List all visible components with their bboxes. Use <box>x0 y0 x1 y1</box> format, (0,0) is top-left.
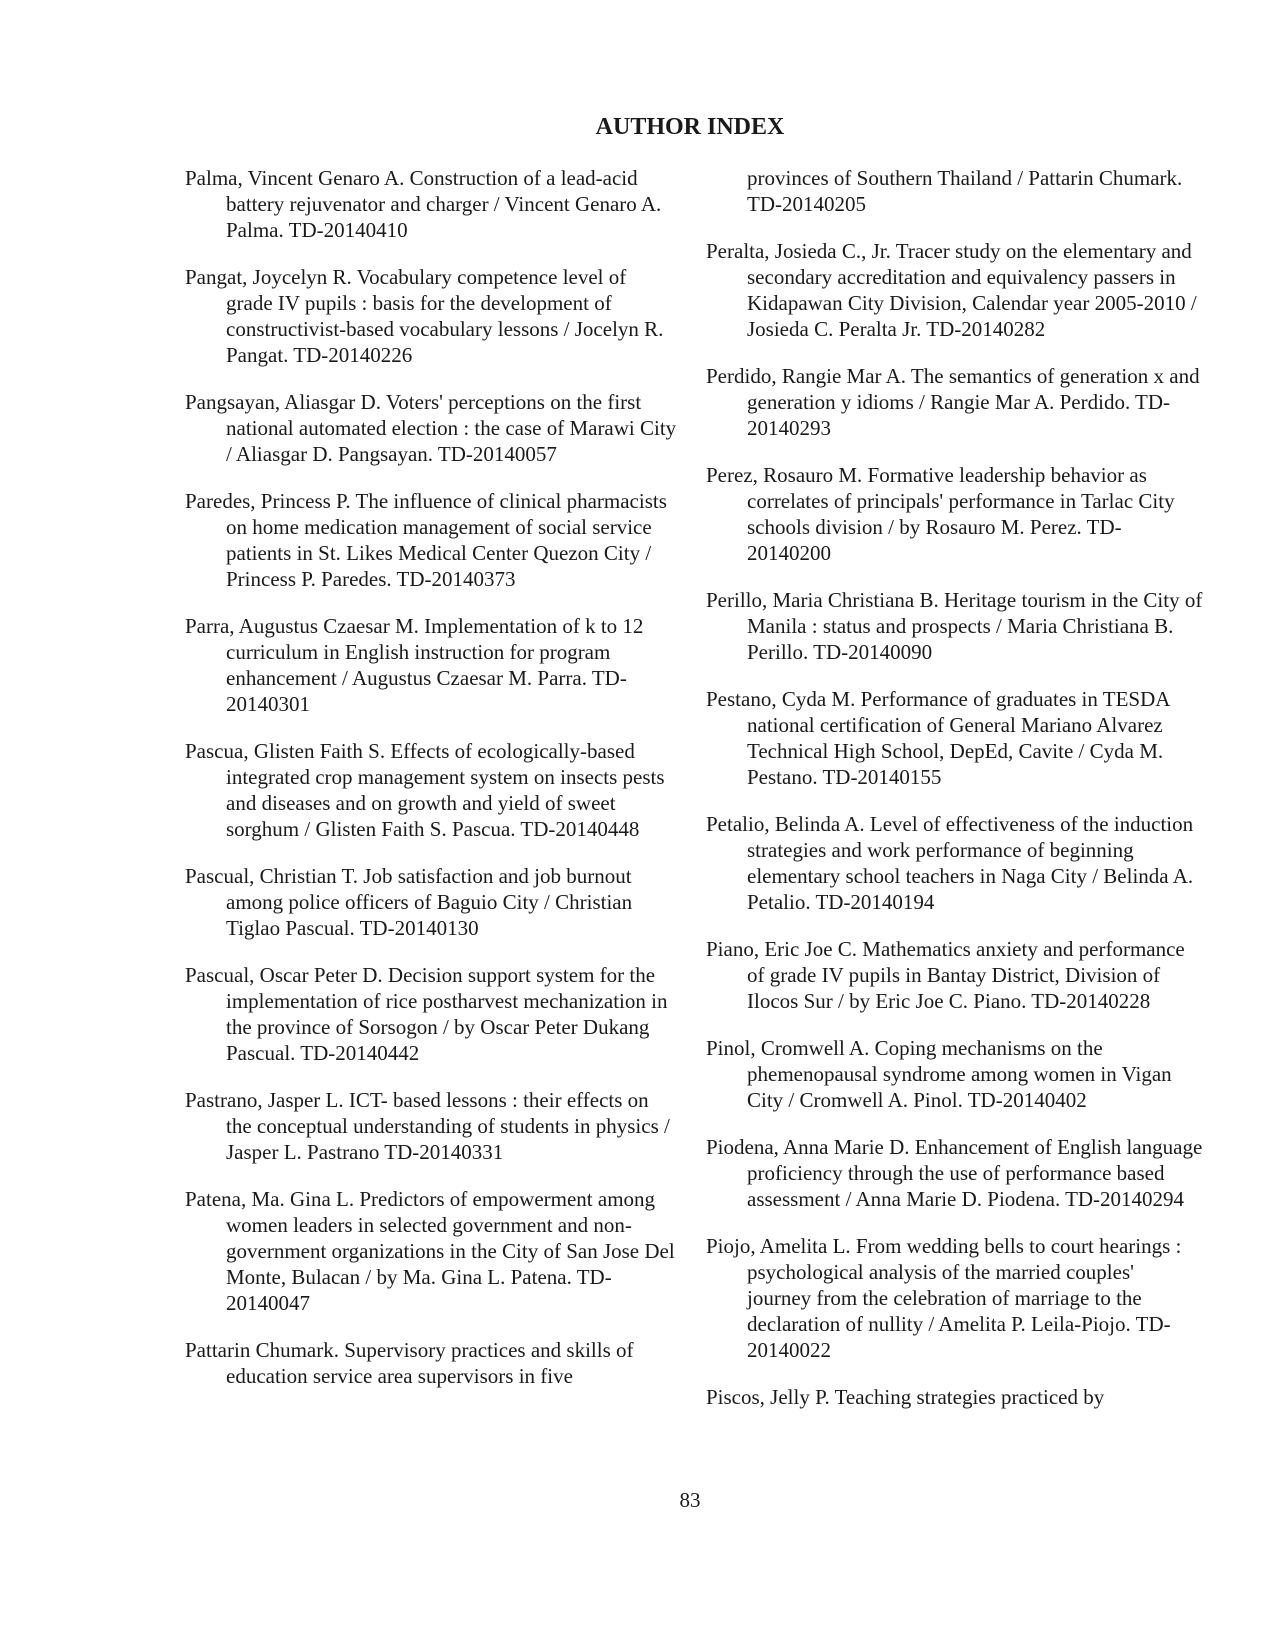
index-entry: Piano, Eric Joe C. Mathematics anxiety and performance of grade IV pupils in Bantay District, Division of Ilocos Sur / by Eric Joe C. Piano. TD-20140228 <box>706 937 1185 1013</box>
index-column-right <box>706 165 1203 1410</box>
index-entry: Pangat, Joycelyn R. Vocabulary competence level of grade IV pupils : basis for the development of constructivist-based vocabulary lessons / Jocelyn R. Pangat. TD-20140226 <box>185 265 664 367</box>
index-entry: Pascua, Glisten Faith S. Effects of ecologically-based integrated crop management system on insects pests and diseases and on growth and yield of sweet sorghum / Glisten Faith S. Pascua. TD-20140448 <box>185 739 665 841</box>
index-entry: Piscos, Jelly P. Teaching strategies practiced by <box>706 1385 1105 1409</box>
index-entry: Patena, Ma. Gina L. Predictors of empowerment among women leaders in selected government and non- government organizations in the City of San Jose Del Monte, Bulacan / by Ma. Gina L. Patena. TD-20140047 <box>185 1187 675 1315</box>
index-entry: Palma, Vincent Genaro A. Construction of a lead-acid battery rejuvenator and charger / Vincent Genaro A. Palma. TD-20140410 <box>185 166 662 242</box>
index-entry: Pangsayan, Aliasgar D. Voters' perceptions on the first national automated election : the case of Marawi City / Aliasgar D. Pangsayan. TD-20140057 <box>185 390 677 466</box>
index-entry: Pestano, Cyda M. Performance of graduates in TESDA national certification of General Mariano Alvarez Technical High School, DepEd, Cavite / Cyda M. Pestano. TD-20140155 <box>706 687 1170 789</box>
index-entry: Peralta, Josieda C., Jr. Tracer study on the elementary and secondary accreditation and equivalency passers in Kidapawan City Division, Calendar year 2005-2010 / Josieda C. Peralta Jr. TD-20140282 <box>706 239 1197 341</box>
page-title: AUTHOR INDEX <box>595 114 785 140</box>
index-entry: Parra, Augustus Czaesar M. Implementation of k to 12 curriculum in English instruction for program enhancement / Augustus Czaesar M. Parra. TD-20140301 <box>185 614 644 716</box>
index-entry: Piojo, Amelita L. From wedding bells to court hearings : psychological analysis of the married couples' journey from the celebration of marriage to the declaration of nullity / Amelita P. Leila-Piojo. TD-20140022 <box>706 1234 1182 1362</box>
page-number: 83 <box>679 1488 701 1512</box>
index-entry: Pascual, Oscar Peter D. Decision support system for the implementation of rice postharvest mechanization in the province of Sorsogon / by Oscar Peter Dukang Pascual. TD-20140442 <box>185 963 668 1065</box>
index-entry: Perdido, Rangie Mar A. The semantics of generation x and generation y idioms / Rangie Mar A. Perdido. TD-20140293 <box>706 364 1200 440</box>
index-entry: Pastrano, Jasper L. ICT- based lessons : their effects on the conceptual understanding of students in physics / Jasper L. Pastrano TD-20140331 <box>185 1088 670 1164</box>
index-entry: Perillo, Maria Christiana B. Heritage tourism in the City of Manila : status and prospects / Maria Christiana B. Perillo. TD-20140090 <box>706 588 1203 664</box>
index-entry: Pattarin Chumark. Supervisory practices and skills of education service area supervisors in five <box>185 1338 634 1388</box>
index-entry: Piodena, Anna Marie D. Enhancement of English language proficiency through the use of performance based assessment / Anna Marie D. Piodena. TD-20140294 <box>706 1135 1203 1211</box>
index-entry: Pascual, Christian T. Job satisfaction and job burnout among police officers of Baguio City / Christian Tiglao Pascual. TD-20140130 <box>185 864 633 940</box>
index-column-left <box>185 165 677 1389</box>
index-entry: Petalio, Belinda A. Level of effectiveness of the induction strategies and work performance of beginning elementary school teachers in Naga City / Belinda A. Petalio. TD-20140194 <box>706 812 1194 914</box>
index-entry: Paredes, Princess P. The influence of clinical pharmacists on home medication management of social service patients in St. Likes Medical Center Quezon City / Princess P. Paredes. TD-20140373 <box>185 489 667 591</box>
index-entry: Pinol, Cromwell A. Coping mechanisms on the phemenopausal syndrome among women in Vigan City / Cromwell A. Pinol. TD-20140402 <box>706 1036 1172 1112</box>
index-entry: Perez, Rosauro M. Formative leadership behavior as correlates of principals' performance in Tarlac City schools division / by Rosauro M. Perez. TD-20140200 <box>706 463 1175 565</box>
index-entry-continuation: provinces of Southern Thailand / Pattarin Chumark. TD-20140205 <box>747 166 1183 216</box>
